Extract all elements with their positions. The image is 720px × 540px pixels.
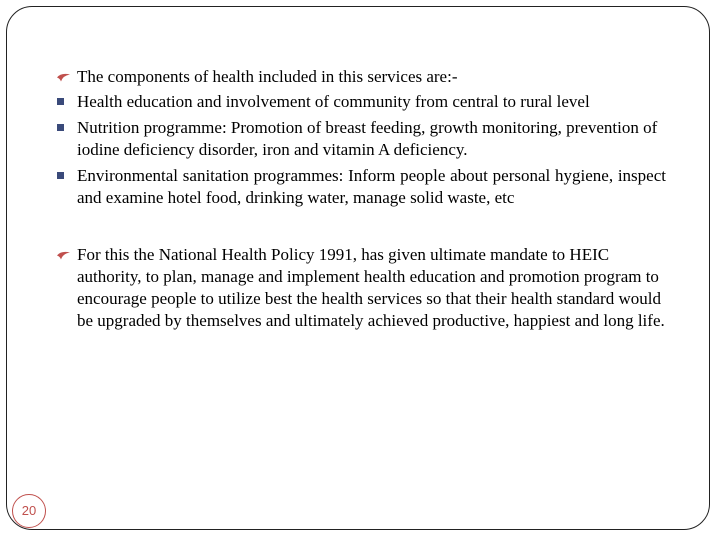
bullet-policy-text: For this the National Health Policy 1991, has given ultimate mandate to HEIC authority, to plan, manage and implement health education and promotion program to encourage people to utilize best the health services so that their health standard would be upgraded by themselves and ultimately achieved productive, happiest and long life. — [77, 245, 665, 330]
page-number-badge: 20 — [12, 494, 46, 528]
bullet-components — [56, 66, 666, 88]
sub-bullet-sanitation — [56, 165, 666, 209]
sub-bullet-text: Health education and involvement of community from central to rural level — [77, 92, 590, 111]
square-bullet-icon — [57, 98, 64, 105]
bullet-national-health-policy — [56, 244, 666, 332]
swoosh-bullet-icon — [56, 249, 71, 261]
bullet-components-text: The components of health included in this services are:- — [77, 67, 458, 86]
sub-bullet-health-education — [56, 91, 666, 113]
sub-bullet-nutrition — [56, 117, 666, 161]
swoosh-bullet-icon — [56, 71, 71, 83]
sub-bullet-text: Nutrition programme: Promotion of breast feeding, growth monitoring, prevention of iodine deficiency disorder, iron and vitamin A deficiency. — [77, 118, 658, 159]
slide-body — [56, 66, 666, 332]
sub-bullet-text: Environmental sanitation programmes: Inform people about personal hygiene, inspect and examine hotel food, drinking water, manage solid waste, etc — [77, 166, 666, 207]
square-bullet-icon — [57, 172, 64, 179]
spacer — [56, 213, 666, 244]
square-bullet-icon — [57, 124, 64, 131]
sub-bullet-list — [56, 91, 666, 209]
